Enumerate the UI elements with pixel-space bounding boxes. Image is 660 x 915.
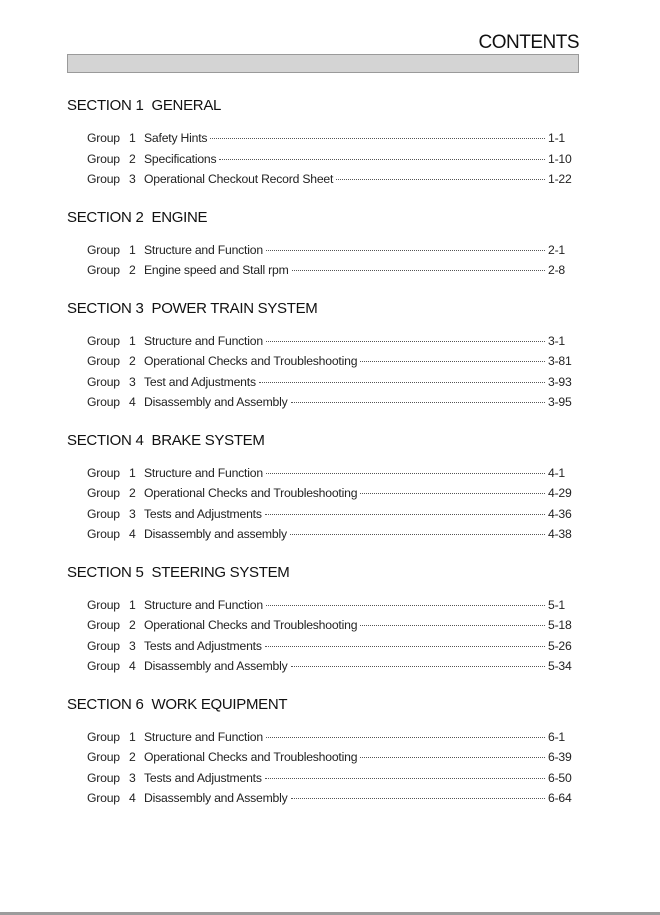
page-number: 5-34: [548, 659, 572, 673]
dot-leader: [360, 757, 545, 758]
group-number: 1: [129, 729, 136, 744]
group-number: 1: [129, 131, 136, 145]
page-number: 4-29: [548, 486, 572, 500]
page-number: 4-36: [548, 506, 572, 521]
group-label: Group: [87, 465, 120, 480]
group-number: 1: [129, 465, 136, 480]
entry-title: Operational Checks and Troubleshooting: [144, 750, 358, 764]
dot-leader: [360, 361, 545, 362]
entry-title: Disassembly and Assembly: [144, 395, 288, 409]
dot-leader: [266, 605, 545, 606]
page-title: CONTENTS: [478, 32, 579, 53]
section-heading[interactable]: [67, 208, 572, 228]
group-number: 4: [129, 659, 136, 673]
section-label: SECTION 6: [67, 695, 144, 713]
group-label: Group: [87, 131, 120, 145]
toc-entry[interactable]: [67, 128, 572, 149]
page-number: 2-8: [548, 263, 566, 277]
section-heading[interactable]: [67, 299, 572, 319]
group-label: Group: [87, 151, 120, 166]
section-name: GENERAL: [151, 97, 222, 114]
dot-leader: [266, 341, 545, 342]
group-number: 1: [129, 597, 136, 612]
entry-title: Operational Checks and Troubleshooting: [144, 354, 358, 368]
page-number: 1-10: [548, 151, 572, 166]
page-number: 4-1: [548, 465, 566, 480]
section-heading[interactable]: [67, 563, 572, 583]
toc-entry[interactable]: [67, 504, 572, 525]
dot-leader: [291, 798, 545, 799]
toc-section: [67, 563, 572, 677]
group-label: Group: [87, 597, 120, 612]
entry-title: Operational Checkout Record Sheet: [144, 172, 334, 186]
section-heading[interactable]: [67, 96, 572, 116]
toc-section: [67, 695, 572, 809]
group-number: 1: [129, 242, 136, 257]
group-label: Group: [87, 791, 120, 805]
dot-leader: [291, 402, 545, 403]
toc-entry[interactable]: [67, 372, 572, 393]
group-number: 3: [129, 770, 136, 785]
dot-leader: [265, 514, 545, 515]
section-heading[interactable]: [67, 431, 572, 451]
group-label: Group: [87, 374, 120, 389]
dot-leader: [266, 250, 545, 251]
section-heading[interactable]: [67, 695, 572, 715]
entry-title: Operational Checks and Troubleshooting: [144, 486, 358, 500]
entry-title: Operational Checks and Troubleshooting: [144, 618, 358, 632]
dot-leader: [360, 493, 545, 494]
toc-entry[interactable]: [67, 483, 572, 504]
group-number: 3: [129, 638, 136, 653]
entry-title: Tests and Adjustments: [144, 638, 262, 653]
section-label: SECTION 5: [67, 563, 144, 581]
entry-title: Test and Adjustments: [144, 374, 256, 389]
group-label: Group: [87, 242, 120, 257]
entry-title: Disassembly and Assembly: [144, 659, 288, 673]
page-number: 1-1: [548, 131, 566, 145]
section-label: SECTION 3: [67, 299, 144, 317]
page-number: 3-93: [548, 374, 572, 389]
group-number: 2: [129, 151, 136, 166]
section-name: POWER TRAIN SYSTEM: [151, 299, 318, 317]
entry-title: Disassembly and assembly: [144, 527, 287, 541]
group-number: 4: [129, 527, 136, 541]
section-name: STEERING SYSTEM: [151, 563, 290, 581]
group-label: Group: [87, 333, 120, 348]
page-number: 4-38: [548, 527, 572, 541]
entry-title: Structure and Function: [144, 242, 263, 257]
toc-entry[interactable]: [67, 524, 572, 545]
entry-title: Structure and Function: [144, 729, 263, 744]
dot-leader: [210, 138, 545, 139]
entry-title: Safety Hints: [144, 131, 208, 145]
toc-section: [67, 299, 572, 413]
page-number: 6-1: [548, 729, 566, 744]
toc-entry[interactable]: [67, 788, 572, 809]
section-name: BRAKE SYSTEM: [151, 431, 265, 449]
group-number: 3: [129, 506, 136, 521]
toc-section: [67, 208, 572, 281]
dot-leader: [292, 270, 545, 271]
page-number: 2-1: [548, 242, 566, 257]
toc-entry[interactable]: [67, 169, 572, 190]
group-label: Group: [87, 750, 120, 764]
group-label: Group: [87, 506, 120, 521]
dot-leader: [265, 646, 545, 647]
group-label: Group: [87, 395, 120, 409]
entry-title: Structure and Function: [144, 597, 263, 612]
toc-entry[interactable]: [67, 768, 572, 789]
page-number: 6-50: [548, 770, 572, 785]
toc-entry[interactable]: [67, 463, 572, 484]
group-label: Group: [87, 527, 120, 541]
dot-leader: [219, 159, 545, 160]
page-number: 3-1: [548, 333, 566, 348]
page-number: 5-26: [548, 638, 572, 653]
group-label: Group: [87, 638, 120, 653]
toc-section: [67, 96, 572, 190]
toc-entry[interactable]: [67, 595, 572, 616]
dot-leader: [360, 625, 545, 626]
group-label: Group: [87, 659, 120, 673]
group-number: 2: [129, 750, 136, 764]
entry-title: Structure and Function: [144, 333, 263, 348]
group-number: 1: [129, 333, 136, 348]
dot-leader: [336, 179, 545, 180]
toc-entry[interactable]: [67, 636, 572, 657]
toc-entry[interactable]: [67, 615, 572, 636]
toc-entry[interactable]: [67, 351, 572, 372]
group-label: Group: [87, 618, 120, 632]
entry-title: Engine speed and Stall rpm: [144, 263, 289, 277]
dot-leader: [290, 534, 545, 535]
entry-title: Specifications: [144, 151, 217, 166]
group-label: Group: [87, 263, 120, 277]
dot-leader: [291, 666, 545, 667]
group-number: 3: [129, 172, 136, 186]
title-bar: [67, 54, 579, 73]
group-label: Group: [87, 486, 120, 500]
page-number: 1-22: [548, 172, 572, 186]
toc-section: [67, 431, 572, 545]
dot-leader: [266, 737, 545, 738]
entry-title: Structure and Function: [144, 465, 263, 480]
group-number: 2: [129, 354, 136, 368]
toc-entry[interactable]: [67, 392, 572, 413]
dot-leader: [266, 473, 545, 474]
page-number: 3-81: [548, 354, 572, 368]
toc-entry[interactable]: [67, 747, 572, 768]
entry-title: Disassembly and Assembly: [144, 791, 288, 805]
section-name: WORK EQUIPMENT: [151, 695, 288, 713]
page-number: 5-18: [548, 618, 572, 632]
toc-entry[interactable]: [67, 331, 572, 352]
dot-leader: [265, 778, 545, 779]
toc-entry[interactable]: [67, 656, 572, 677]
toc-entry[interactable]: [67, 240, 572, 261]
page-number: 3-95: [548, 395, 572, 409]
entry-title: Tests and Adjustments: [144, 770, 262, 785]
group-label: Group: [87, 172, 120, 186]
group-label: Group: [87, 770, 120, 785]
group-number: 2: [129, 486, 136, 500]
group-label: Group: [87, 729, 120, 744]
dot-leader: [259, 382, 545, 383]
page-number: 6-39: [548, 750, 572, 764]
group-number: 2: [129, 263, 136, 277]
toc-entry[interactable]: [67, 727, 572, 748]
toc-entry[interactable]: [67, 149, 572, 170]
table-of-contents: [67, 96, 572, 827]
toc-entry[interactable]: [67, 260, 572, 281]
group-number: 4: [129, 395, 136, 409]
section-label: SECTION 1: [67, 97, 144, 114]
page-number: 5-1: [548, 597, 566, 612]
section-label: SECTION 2: [67, 208, 144, 226]
group-label: Group: [87, 354, 120, 368]
group-number: 2: [129, 618, 136, 632]
group-number: 3: [129, 374, 136, 389]
page-number: 6-64: [548, 791, 572, 805]
entry-title: Tests and Adjustments: [144, 506, 262, 521]
group-number: 4: [129, 791, 136, 805]
section-label: SECTION 4: [67, 431, 144, 449]
section-name: ENGINE: [151, 208, 208, 226]
